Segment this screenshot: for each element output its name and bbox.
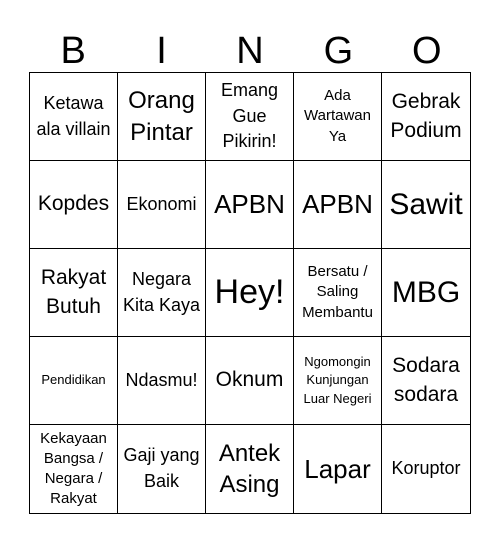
bingo-cell[interactable]	[382, 425, 470, 513]
bingo-cell-text: Oknum	[215, 368, 284, 392]
bingo-cell[interactable]	[294, 249, 382, 337]
bingo-cell[interactable]	[382, 249, 470, 337]
bingo-cell[interactable]	[206, 425, 294, 513]
bingo-cell[interactable]	[294, 425, 382, 513]
bingo-cell-text: Gebrak Podium	[390, 89, 462, 142]
bingo-cell[interactable]	[30, 73, 118, 161]
bingo-cell-text: Ekonomi	[126, 193, 197, 214]
bingo-cell-text: Bersatu / Saling Membantu	[302, 263, 373, 321]
bingo-cell[interactable]	[118, 425, 206, 513]
bingo-cell[interactable]	[382, 337, 470, 425]
header-letter-b: B	[60, 30, 86, 72]
bingo-cell[interactable]	[30, 425, 118, 513]
header-letter-g: G	[323, 30, 354, 72]
bingo-cell[interactable]	[294, 73, 382, 161]
bingo-board	[29, 72, 471, 514]
bingo-cell-text: APBN	[302, 189, 373, 220]
bingo-cell-text: Hey!	[214, 273, 285, 312]
bingo-cell-text: Negara Kita Kaya	[122, 268, 201, 315]
bingo-cell-text: Ada Wartawan Ya	[304, 87, 371, 145]
bingo-cell-text: Ndasmu!	[125, 369, 198, 390]
bingo-cell[interactable]	[382, 161, 470, 249]
bingo-cell[interactable]	[206, 73, 294, 161]
bingo-cell-text: Orang Pintar	[128, 87, 195, 146]
bingo-cell[interactable]	[294, 337, 382, 425]
bingo-cell-text: Emang Gue Pikirin!	[220, 80, 279, 152]
bingo-cell[interactable]	[118, 161, 206, 249]
bingo-cell[interactable]	[30, 337, 118, 425]
bingo-cell-text: Ngomongin Kunjungan Luar Negeri	[303, 353, 372, 406]
bingo-cell-text: Ketawa ala villain	[36, 92, 111, 139]
bingo-cell-text: Koruptor	[391, 458, 461, 479]
bingo-cell-text: APBN	[214, 189, 285, 220]
bingo-cell-text: Kekayaan Bangsa / Negara / Rakyat	[40, 429, 107, 508]
bingo-cell[interactable]	[30, 249, 118, 337]
bingo-cell[interactable]	[206, 249, 294, 337]
bingo-cell[interactable]	[30, 161, 118, 249]
bingo-cell-text: Antek Asing	[218, 439, 281, 498]
bingo-cell[interactable]	[118, 337, 206, 425]
bingo-cell[interactable]	[382, 73, 470, 161]
bingo-cell[interactable]	[294, 161, 382, 249]
bingo-cell-text: Gaji yang Baik	[123, 445, 200, 491]
bingo-cell-text: Lapar	[304, 453, 371, 484]
bingo-cell[interactable]	[206, 161, 294, 249]
bingo-cell-text: MBG	[391, 275, 461, 309]
bingo-cell[interactable]	[118, 249, 206, 337]
bingo-cell[interactable]	[118, 73, 206, 161]
bingo-cell-text: Sawit	[389, 187, 463, 221]
bingo-cell-text: Sodara sodara	[392, 353, 460, 406]
bingo-cell-text: Kopdes	[37, 192, 110, 216]
bingo-cell-text: Pendidikan	[41, 372, 106, 388]
bingo-cell-text: Rakyat Butuh	[40, 265, 107, 318]
header-letter-n: N	[236, 30, 264, 72]
bingo-header	[29, 30, 471, 72]
header-letter-o: O	[411, 30, 442, 72]
header-letter-i: I	[156, 30, 167, 72]
bingo-cell[interactable]	[206, 337, 294, 425]
